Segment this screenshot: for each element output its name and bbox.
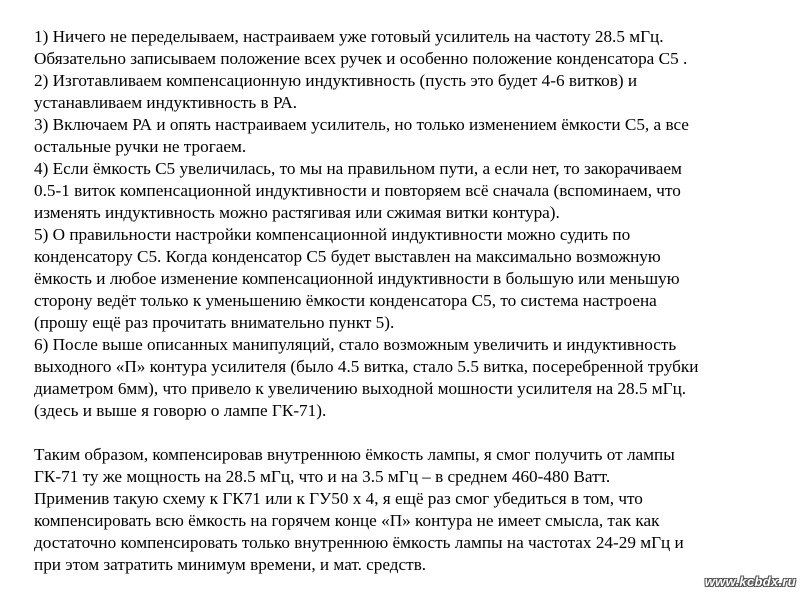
text-line: 2) Изготавливаем компенсационную индуктивность (пусть это будет 4-6 витков) и xyxy=(34,71,638,90)
text-line: Обязательно записываем положение всех ручек и особенно положение конденсатора С5 . xyxy=(34,49,688,68)
text-line: выходного «П» контура усилителя (было 4.5 витка, стало 5.5 витка, посеребренной трубки xyxy=(34,357,699,376)
text-line: (прошу ещё раз прочитать внимательно пункт 5). xyxy=(34,313,395,332)
text-line: (здесь и выше я говорю о лампе ГК-71). xyxy=(34,401,327,420)
text-line: Таким образом, компенсировав внутреннюю ёмкость лампы, я смог получить от лампы xyxy=(34,445,675,464)
paragraph-gap xyxy=(34,422,794,444)
text-line: Применив такую схему к ГК71 или к ГУ50 х 4, я ещё раз смог убедиться в том, что xyxy=(34,489,643,508)
text-line: изменять индуктивность можно растягивая или сжимая витки контура). xyxy=(34,203,560,222)
text-line: 1) Ничего не переделываем, настраиваем уже готовый усилитель на частоту 28.5 мГц. xyxy=(34,27,664,46)
text-line: достаточно компенсировать только внутреннюю ёмкость лампы на частотах 24-29 мГц и xyxy=(34,533,684,552)
text-line: компенсировать всю ёмкость на горячем конце «П» контура не имеет смысла, так как xyxy=(34,511,660,530)
text-line: диаметром 6мм), что привело к увеличению выходной мошности усилителя на 28.5 мГц. xyxy=(34,379,687,398)
text-line: остальные ручки не трогаем. xyxy=(34,137,247,156)
text-line: 0.5-1 виток компенсационной индуктивности и повторяем всё сначала (вспоминаем, что xyxy=(34,181,681,200)
text-line: устанавливаем индуктивность в РА. xyxy=(34,93,298,112)
text-line: при этом затратить минимум времени, и мат. средств. xyxy=(34,555,427,574)
site-watermark: www.kcbdx.ru xyxy=(704,574,796,589)
text-line: сторону ведёт только к уменьшению ёмкости конденсатора С5, то система настроена xyxy=(34,291,657,310)
text-line: 5) О правильности настройки компенсационной индуктивности можно судить по xyxy=(34,225,631,244)
paragraph-instructions xyxy=(34,26,794,422)
text-line: 4) Если ёмкость С5 увеличилась, то мы на правильном пути, а если нет, то закорачиваем xyxy=(34,159,682,178)
text-line: ёмкость и любое изменение компенсационной индуктивности в большую или меньшую xyxy=(34,269,680,288)
text-line: 3) Включаем РА и опять настраиваем усилитель, но только изменением ёмкости С5, а все xyxy=(34,115,689,134)
text-line: ГК-71 ту же мощность на 28.5 мГц, что и на 3.5 мГц – в среднем 460-480 Ватт. xyxy=(34,467,611,486)
text-line: 6) После выше описанных манипуляций, стало возможным увеличить и индуктивность xyxy=(34,335,677,354)
document-text xyxy=(34,26,794,576)
paragraph-conclusion xyxy=(34,444,794,576)
text-line: конденсатору С5. Когда конденсатор С5 будет выставлен на максимально возможную xyxy=(34,247,661,266)
